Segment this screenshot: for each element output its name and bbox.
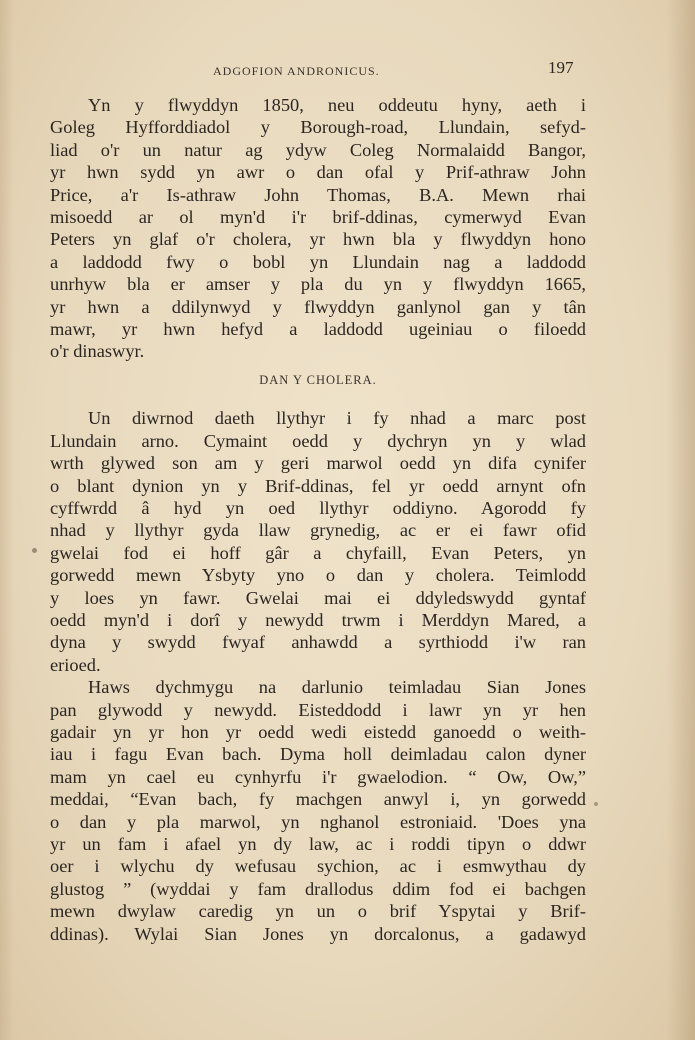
page-right-edge-shadow xyxy=(667,0,695,1040)
ink-speck xyxy=(32,548,37,553)
text-line: erioed. xyxy=(50,654,101,675)
text-line: wrth glywed son am y geri marwol oedd yn difa cynifer xyxy=(50,453,586,474)
text-line: Llundain arno. Cymaint oedd y dychryn yn y wlad xyxy=(50,430,586,451)
page-header xyxy=(50,58,590,84)
page-number: 197 xyxy=(548,58,574,77)
text-line: o dan y pla marwol, yn nghanol estroniaid. 'Does yna xyxy=(50,811,586,832)
text-line: a laddodd fwy o bobl yn Llundain nag a laddodd xyxy=(50,251,586,272)
page-left-edge xyxy=(0,0,14,1040)
paragraph-2 xyxy=(50,407,586,676)
text-line: yr hwn sydd yn awr o dan ofal y Prif-athraw John xyxy=(50,162,586,183)
text-line: Un diwrnod daeth llythyr i fy nhad a marc post xyxy=(88,408,586,429)
text-line: unrhyw bla er amser y pla du yn y flwyddyn 1665, xyxy=(50,274,586,295)
text-line: liad o'r un natur ag ydyw Coleg Normalaidd Bangor, xyxy=(50,139,586,160)
text-line: Peters yn glaf o'r cholera, yr hwn bla y flwyddyn hono xyxy=(50,229,586,250)
text-line: ddinas). Wylai Sian Jones yn dorcalonus, a gadawyd xyxy=(50,923,586,944)
paragraph-1 xyxy=(50,94,586,363)
text-line: yr hwn a ddilynwyd y flwyddyn ganlynol gan y tân xyxy=(50,296,586,317)
text-line: Haws dychmygu na darlunio teimladau Sian Jones xyxy=(88,677,586,698)
text-line: gadair yn yr hon yr oedd wedi eistedd ganoedd o weith- xyxy=(50,721,586,742)
text-line: cyffwrdd â hyd yn oed llythyr oddiyno. Agorodd fy xyxy=(50,497,586,518)
text-line: Goleg Hyfforddiadol y Borough-road, Llundain, sefyd- xyxy=(50,117,586,138)
text-line: gwelai fod ei hoff gâr a chyfaill, Evan Peters, yn xyxy=(50,542,586,563)
section-heading: DAN Y CHOLERA. xyxy=(259,372,377,387)
text-line: mam yn cael eu cynhyrfu i'r gwaelodion. “ Ow, Ow,” xyxy=(50,766,586,787)
text-line: o'r dinaswyr. xyxy=(50,341,145,362)
text-line: pan glywodd y newydd. Eisteddodd i lawr yn yr hen xyxy=(50,699,586,720)
text-line: y loes yn fawr. Gwelai mai ei ddyledswydd gyntaf xyxy=(50,587,586,608)
ink-speck xyxy=(594,802,598,806)
text-line: iau i fagu Evan bach. Dyma holl deimladau calon dyner xyxy=(50,744,586,765)
text-line: Price, a'r Is-athraw John Thomas, B.A. Mewn rhai xyxy=(50,184,586,205)
text-line: mawr, yr hwn hefyd a laddodd ugeiniau o filoedd xyxy=(50,319,586,340)
text-line: nhad y llythyr gyda llaw grynedig, ac er ei fawr ofid xyxy=(50,520,586,541)
body-text xyxy=(50,94,586,945)
text-line: yr un fam i afael yn dy law, ac i roddi tipyn o ddwr xyxy=(50,834,586,854)
running-head: ADGOFION ANDRONICUS. xyxy=(213,64,380,78)
text-line: oer i wlychu dy wefusau sychion, ac i esmwythau dy xyxy=(50,856,586,877)
text-line: dyna y swydd fwyaf anhawdd a syrthiodd i'w ran xyxy=(50,632,586,653)
text-line: meddai, “Evan bach, fy machgen anwyl i, yn gorwedd xyxy=(50,789,586,810)
text-line: glustog ” (wyddai y fam drallodus ddim fod ei bachgen xyxy=(50,878,586,899)
text-line: misoedd ar ol myn'd i'r brif-ddinas, cymerwyd Evan xyxy=(50,207,586,228)
paragraph-3 xyxy=(50,676,586,945)
text-line: Yn y flwyddyn 1850, neu oddeutu hyny, aeth i xyxy=(88,95,586,115)
text-line: mewn dwylaw caredig yn un o brif Yspytai y Brif- xyxy=(50,901,586,922)
text-line: o blant dynion yn y Brif-ddinas, fel yr oedd arnynt ofn xyxy=(50,475,586,496)
text-line: oedd myn'd i dorî y newydd trwm i Merddyn Mared, a xyxy=(50,609,586,630)
text-line: gorwedd mewn Ysbyty yno o dan y cholera. Teimlodd xyxy=(50,565,586,586)
